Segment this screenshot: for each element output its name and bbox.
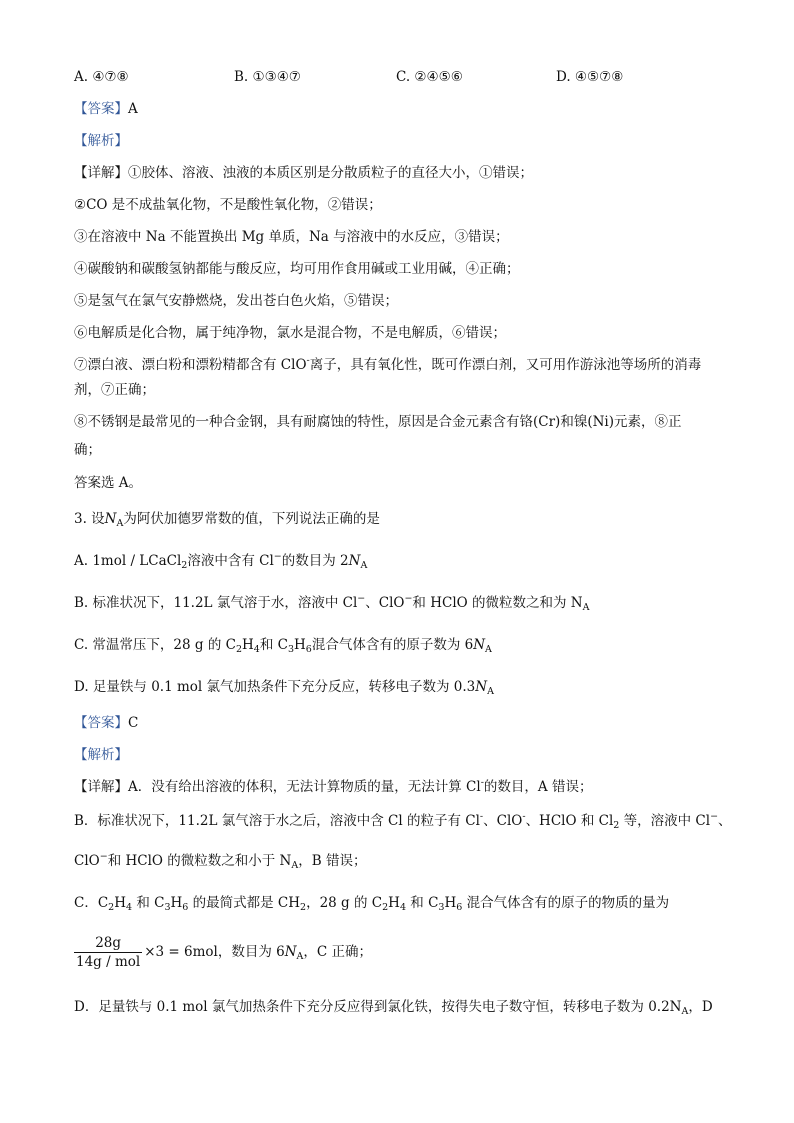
q2-option-d: D. ④⑤⑦⑧ xyxy=(556,69,624,85)
detail-tag: 【详解】 xyxy=(74,165,128,181)
q2-option-a: A. ④⑦⑧ xyxy=(74,69,129,85)
q3-option-b: B. 标准状况下，11.2L 氯气溶于水，溶液中 Cl−、ClO−和 HClO 的微粒数之和为 $N_A$ xyxy=(74,593,590,613)
q2-detail-line-6: ⑥电解质是化合物，属于纯净物，氯水是混合物，不是电解质，⑥错误； xyxy=(74,325,506,341)
q3-detail-b-line-2: ClO−和 HClO 的微粒数之和小于 $N_A$，B 错误； xyxy=(74,851,367,871)
q3-detail-c-line-2: $\frac{28g}{\text{14g / mol}}$ ×3 = 6mol，数目为 $6N_A$，C 正确； xyxy=(76,935,373,970)
detail-tag: 【详解】 xyxy=(74,779,128,795)
q2-analysis-tag: 【解析】 xyxy=(74,133,128,149)
answer-tag: 【答案】 xyxy=(74,101,128,117)
q2-detail-line-8b: 确； xyxy=(74,442,101,458)
q2-final-answer: 答案选 A。 xyxy=(74,475,143,491)
q3-analysis-tag: 【解析】 xyxy=(74,747,128,763)
fraction: $\frac{28g}{\text{14g / mol}}$ xyxy=(76,935,141,970)
q3-detail-b-line-1: B．标准状况下，11.2L 氯气溶于水之后，溶液中含 Cl 的粒子有 Cl-、ClO-、HClO 和 $Cl_2$ 等，溶液中 Cl−、 xyxy=(74,811,732,831)
q2-option-c: C. ②④⑤⑥ xyxy=(396,69,463,85)
q2-option-b: B. ①③④⑦ xyxy=(234,69,301,85)
q3-option-c: C. 常温常压下，28 g 的 $C_2H_4$和 $C_3H_6$混合气体含有的原子数为 $6N_A$ xyxy=(74,637,492,655)
answer-value: A xyxy=(128,101,138,117)
q3-detail-d: D．足量铁与 0.1 mol 氯气加热条件下充分反应得到氯化铁，按得失电子数守恒，转移电子数为 $0.2N_A$，D xyxy=(74,999,713,1017)
answer-value: C xyxy=(128,715,139,731)
q2-detail-line-4: ④碳酸钠和碳酸氢钠都能与酸反应，均可用作食用碱或工业用碱，④正确； xyxy=(74,261,520,277)
q2-detail-line-7b: 剂，⑦正确； xyxy=(74,382,155,398)
q3-answer-line xyxy=(74,713,734,733)
q3-stem: 3. 设$N_A$为阿伏加德罗常数的值，下列说法正确的是 xyxy=(74,511,380,529)
q2-detail-line-5: ⑤是氢气在氯气安静燃烧，发出苍白色火焰，⑤错误； xyxy=(74,293,398,309)
q3-detail-a: 【详解】A．没有给出溶液的体积，无法计算物质的量，无法计算 Cl-的数目，A 错误； xyxy=(74,777,593,795)
q2-detail-line-2: ②CO 是不成盐氧化物，不是酸性氧化物，②错误； xyxy=(74,197,382,213)
q2-detail-line-3: ③在溶液中 Na 不能置换出 Mg 单质，Na 与溶液中的水反应，③错误； xyxy=(74,229,509,245)
answer-tag: 【答案】 xyxy=(74,715,128,731)
q3-detail-c-line-1: C．$C_2H_4$ 和 $C_3H_6$ 的最简式都是 $CH_2$，28 g 的 $C_2H_4$ 和 $C_3H_6$ 混合气体含有的原子的物质的量为 xyxy=(74,895,670,913)
q2-detail-line-8a: ⑧不锈钢是最常见的一种合金钢，具有耐腐蚀的特性，原因是合金元素含有铬(Cr)和镍(Ni)元素，⑧正 xyxy=(74,414,682,430)
q3-option-a: A. 1mol / LCaCl$_2$溶液中含有 Cl−的数目为 $2N_A$ xyxy=(74,551,368,571)
q3-option-d: D. 足量铁与 0.1 mol 氯气加热条件下充分反应，转移电子数为 $0.3N_A$ xyxy=(74,679,494,697)
q2-detail-line-1: 【详解】①胶体、溶液、浊液的本质区别是分散质粒子的直径大小，①错误； xyxy=(74,165,533,181)
q2-answer-line xyxy=(74,99,734,119)
q2-detail-line-7a: ⑦漂白液、漂白粉和漂粉精都含有 ClO-离子，具有氧化性，既可作漂白剂，又可用作游泳池等场所的消毒 xyxy=(74,355,702,373)
